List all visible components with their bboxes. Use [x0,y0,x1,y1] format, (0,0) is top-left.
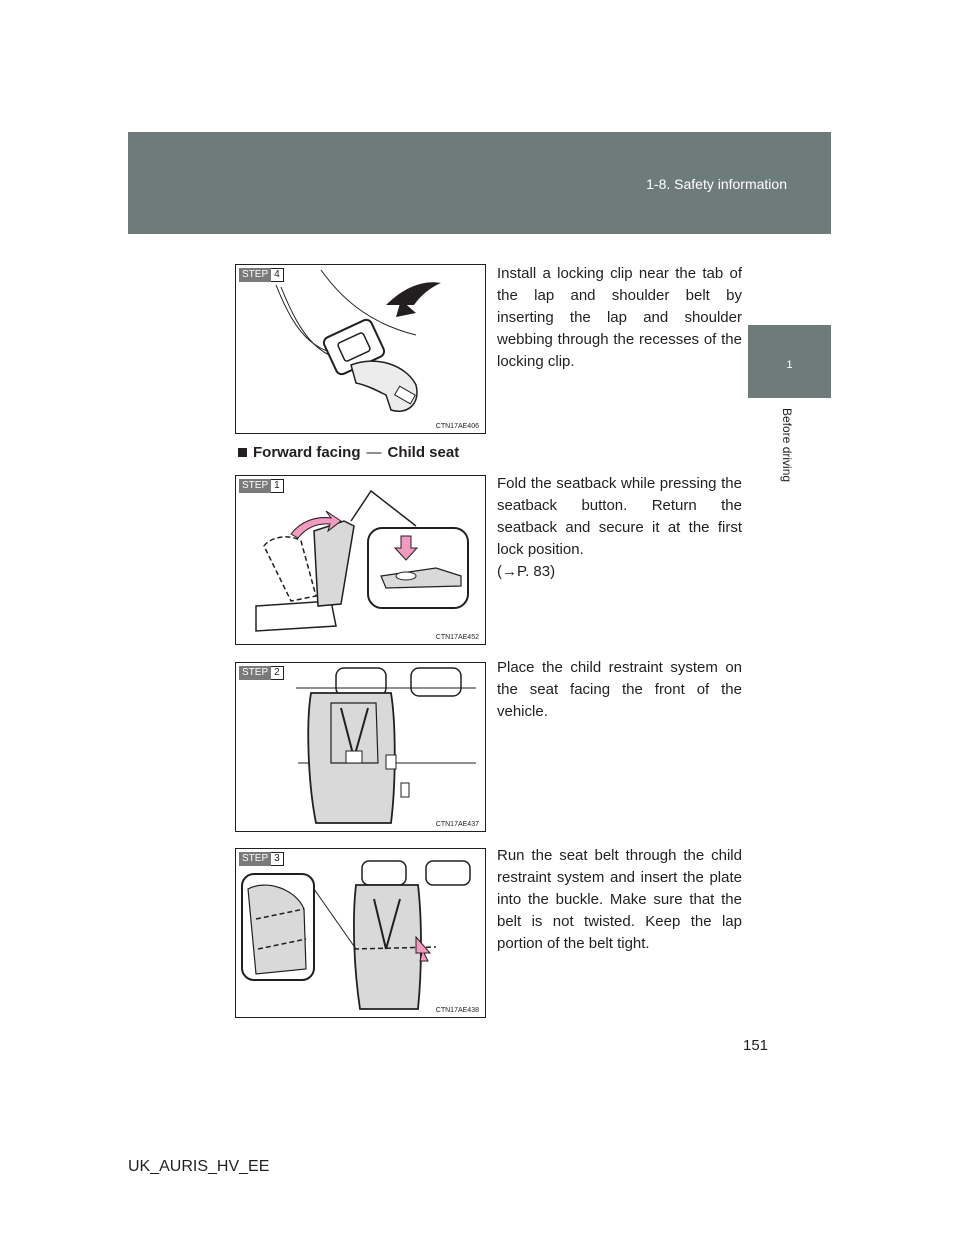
section-heading [238,444,459,461]
page-reference-link[interactable]: (→P. 83) [497,563,556,580]
step-2-text: Place the child restraint system on the seat facing the front of the vehicle. [497,659,742,720]
figure-step-3 [235,848,486,1018]
chapter-label: Before driving [780,408,794,483]
figure-code: CTN17AE452 [435,634,479,641]
figure-step-4 [235,264,486,434]
figure-step-1 [235,475,486,645]
step-1-text [497,473,742,583]
page-number: 151 [743,1037,769,1054]
section-title: 1-8. Safety information [646,176,787,192]
step-badge: STEP 2 [239,666,284,680]
child-seat-placement-illustration [236,663,485,831]
footer-code: UK_AURIS_HV_EE [128,1158,270,1175]
figure-code: CTN17AE438 [435,1007,479,1014]
seatback-fold-illustration [236,476,485,644]
step-badge: STEP 4 [239,268,284,282]
step-badge: STEP 3 [239,852,284,866]
section-heading-subtitle: Child seat [387,444,460,461]
figure-code: CTN17AE437 [435,821,479,828]
figure-code: CTN17AE406 [435,423,479,430]
step-3-text: Run the seat belt through the child restraint system and insert the plate into the buckle. Make sure that the belt is not twisted. Keep the lap portion of the belt tight. [497,847,742,952]
step-badge: STEP 1 [239,479,284,493]
section-heading-title: Forward facing [253,444,361,461]
figure-step-2 [235,662,486,832]
seat-belt-routing-illustration [236,849,485,1017]
section-heading-dash: — [366,444,382,461]
step-4-text: Install a locking clip near the tab of the lap and shoulder belt by inserting the lap and shoulder webbing through the recesses of the locking clip. [497,265,742,370]
header-band [128,132,831,234]
chapter-number: 1 [786,359,793,371]
chapter-tab[interactable] [748,325,831,398]
bullet-square-icon [238,448,247,457]
step-1-body: Fold the seatback while pressing the seatback button. Return the seatback and secure it at the first lock position. [497,475,742,558]
locking-clip-illustration [236,265,485,433]
